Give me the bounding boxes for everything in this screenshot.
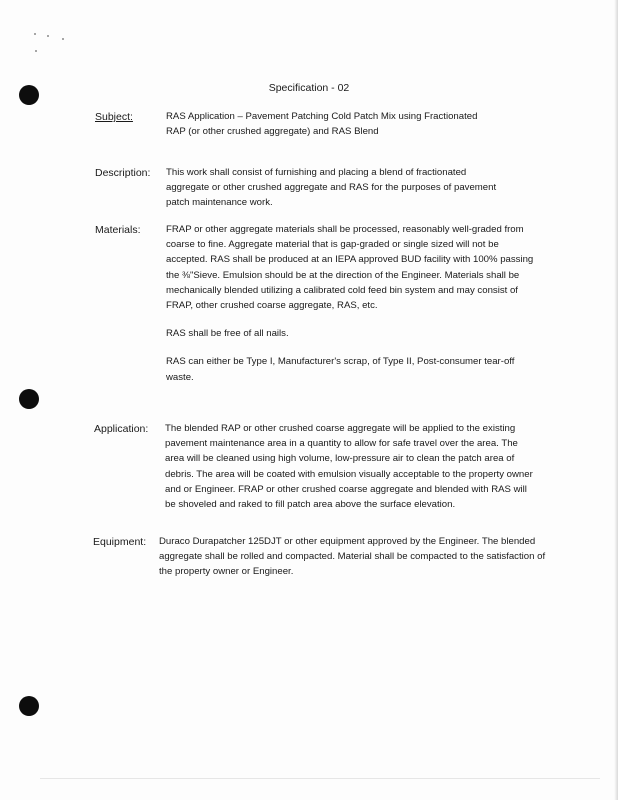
scan-speck	[62, 38, 64, 40]
document-title: Specification - 02	[268, 82, 350, 94]
page-edge-shadow	[614, 0, 618, 800]
section-body-description	[166, 165, 501, 211]
punch-hole-middle	[19, 389, 39, 409]
scan-speck	[34, 33, 36, 35]
section-label-description: Description:	[95, 167, 151, 179]
page-bottom-rule	[40, 778, 600, 779]
punch-hole-bottom	[19, 696, 39, 716]
section-body-subject	[166, 109, 486, 139]
paragraph: RAS shall be free of all nails.	[166, 328, 289, 340]
section-body-materials	[166, 222, 534, 385]
section-label-equipment: Equipment:	[93, 536, 147, 548]
section-label-subject: Subject:	[95, 111, 133, 123]
paragraph: This work shall consist of furnishing and placing a blend of fractionated aggregate or other crushed aggregate and RAS for the purposes of pavement patch maintenance work.	[166, 167, 497, 209]
scan-speck	[35, 50, 37, 52]
section-body-application	[165, 421, 535, 512]
section-label-materials: Materials:	[95, 224, 141, 236]
paragraph: Duraco Durapatcher 125DJT or other equipment approved by the Engineer. The blended aggregate shall be rolled and compacted. Material shall be compacted to the satisfaction of the property owner or Engineer.	[159, 536, 546, 578]
paragraph: The blended RAP or other crushed coarse aggregate will be applied to the existing pavement maintenance area in a quantity to allow for safe travel over the area. The area will be cleaned using high volume, low-pressure air to clean the patch area of debris. The area will be coated with emulsion visually acceptable to the property owner and or Engineer. FRAP or other crushed coarse aggregate and blended with RAS will be shoveled and raked to fill patch area above the surface elevation.	[165, 423, 533, 511]
scan-speck	[47, 35, 49, 37]
paragraph: FRAP or other aggregate materials shall be processed, reasonably well-graded from coarse to fine. Aggregate material that is gap-graded or single sized will not be accepted. RAS shall be produced at an IEPA approved BUD facility with 100% passing the ⅜"Sieve. Emulsion should be at the direction of the Engineer. Materials shall be mechanically blended utilizing a calibrated cold feed bin system and may consist of FRAP, other crushed coarse aggregate, RAS, etc.	[166, 224, 534, 312]
section-label-application: Application:	[94, 423, 149, 435]
section-body-equipment	[159, 534, 554, 580]
paragraph: RAS Application – Pavement Patching Cold Patch Mix using Fractionated RAP (or other crushed aggregate) and RAS Blend	[166, 111, 478, 138]
paragraph: RAS can either be Type I, Manufacturer's scrap, of Type II, Post-consumer tear-off waste.	[166, 356, 515, 383]
